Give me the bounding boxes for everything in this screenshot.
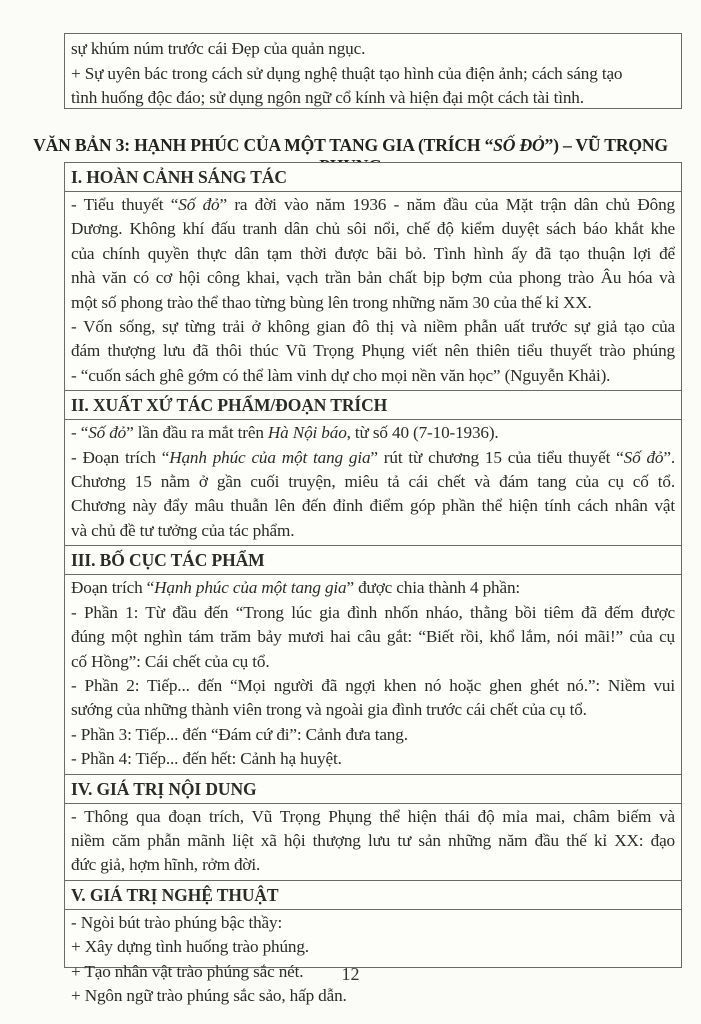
section-title: IV. GIÁ TRỊ NỘI DUNG (65, 775, 681, 804)
text-line (71, 576, 675, 600)
text-line (71, 193, 675, 217)
text-segment: - Phần 4: Tiếp... đến hết: Cảnh hạ huyệt. (71, 749, 342, 769)
heading-italic-title: SỐ ĐỎ (493, 135, 545, 155)
text-line (71, 601, 675, 625)
text-segment: + Xây dựng tình huống trào phúng. (71, 937, 309, 957)
text-line: tình huống độc đáo; sử dụng ngôn ngữ cổ kính và hiện đại một cách tài tình. (71, 88, 584, 108)
text-segment: ”. (663, 447, 675, 467)
text-segment: niềm căm phẫn mãnh liệt xã hội thượng lưu tư sản những năm đầu thế kỉ XX: đạo (71, 830, 675, 850)
page-number: 12 (341, 964, 360, 984)
heading-prefix: VĂN BẢN 3: HẠNH PHÚC CỦA MỘT TANG GIA (TRÍCH “ (33, 135, 494, 155)
text-line (71, 291, 675, 315)
text-segment: - Thông qua đoạn trích, Vũ Trọng Phụng thể hiện thái độ mỉa mai, châm biếm và (71, 806, 675, 826)
text-segment: ” rút từ chương 15 của tiểu thuyết “ (370, 447, 624, 467)
text-line: + Sự uyên bác trong cách sử dụng nghệ thuật tạo hình của điện ảnh; cách sáng tạo (71, 63, 623, 83)
text-segment: Dương. Không khí đấu tranh dân chủ sôi nổi, chế độ kiểm duyệt sách báo khắt khe (71, 219, 675, 239)
text-segment: - Phần 1: Từ đầu đến “Trong lúc gia đình nhốn nháo, thằng bồi tiêm đã đếm được (71, 602, 675, 622)
text-segment: và chủ đề tư tưởng của tác phẩm. (71, 520, 295, 540)
text-segment: ” ra đời vào năm 1936 - năm đầu của Mặt trận dân chủ Đông (219, 195, 675, 214)
text-line (71, 242, 675, 266)
section-body (65, 420, 681, 546)
italic-title: Hạnh phúc của một tang gia (154, 578, 347, 598)
text-line (71, 470, 675, 494)
text-segment: - Đoạn trích “ (71, 447, 170, 467)
text-segment: - Tiểu thuyết “ (71, 195, 179, 214)
section-body (65, 910, 681, 1011)
section-body (65, 575, 681, 774)
text-line (71, 984, 675, 1008)
section-body (65, 804, 681, 881)
text-line (71, 421, 675, 445)
text-segment: - Phần 3: Tiếp... đến “Đám cứ đi”: Cảnh đưa tang. (71, 724, 408, 744)
text-line: sự khúm núm trước cái Đẹp của quản ngục. (71, 39, 366, 58)
text-segment: Chương 15 nằm ở gần cuối truyện, miêu tả cái chết và đám tang của cụ cố tổ. (71, 472, 675, 492)
text-line (71, 217, 675, 241)
text-segment: ” được chia thành 4 phần: (346, 578, 521, 598)
text-line (71, 266, 675, 290)
text-line (71, 698, 675, 722)
text-segment: Chương này đẩy mâu thuẫn lên đến đỉnh điểm góp phần thể hiện tính cách nhân vật (71, 496, 675, 516)
text-segment: - Vốn sống, sự từng trải ở không gian đô thị và niềm phẫn uất trước sự giả tạo của (71, 317, 675, 337)
text-segment: nhà văn có cơ hội công khai, vạch trần bản chất bịp bợm của phong trào Âu hóa và (71, 268, 675, 288)
text-line (71, 805, 675, 829)
section-title: II. XUẤT XỨ TÁC PHẨM/ĐOẠN TRÍCH (65, 391, 681, 420)
text-segment: một số phong trào thể thao từng bùng lên trong những năm 30 của thế kỉ XX. (71, 292, 592, 312)
text-line (71, 339, 675, 363)
text-segment: + Ngôn ngữ trào phúng sắc sảo, hấp dẫn. (71, 985, 347, 1005)
text-line (71, 853, 675, 877)
text-segment: cố Hồng”: Cái chết của cụ tổ. (71, 651, 270, 671)
text-line (71, 674, 675, 698)
section-title: III. BỐ CỤC TÁC PHẨM (65, 546, 681, 575)
text-segment: - “cuốn sách ghê gớm có thể làm vinh dự cho mọi nền văn học” (Nguyễn Khải). (71, 365, 611, 385)
text-line (71, 723, 675, 747)
text-segment: , từ số 40 (7-10-1936). (346, 423, 499, 443)
text-line (71, 519, 675, 543)
heading-suffix: ”) – VŨ TRỌNG (544, 135, 668, 155)
italic-title: Số đỏ (178, 195, 220, 214)
text-segment: - “ (71, 423, 89, 443)
italic-title: Hạnh phúc của một tang gia (169, 447, 371, 467)
text-line (71, 446, 675, 470)
section-body (65, 192, 681, 391)
text-segment: đức giả, hợm hĩnh, rởm đời. (71, 855, 261, 875)
text-segment: đám thượng lưu đã thôi thúc Vũ Trọng Phụng viết nên thiên tiểu thuyết trào phúng (71, 341, 675, 361)
continued-text-box (64, 33, 682, 109)
italic-title: Hà Nội báo (267, 423, 347, 443)
text-line (71, 650, 675, 674)
text-line (71, 625, 675, 649)
section-title: V. GIÁ TRỊ NGHỆ THUẬT (65, 881, 681, 910)
text-segment: sướng của những thành viên trong và ngoài gia đình trước cái chết của cụ tổ. (71, 700, 587, 720)
text-segment: Đoạn trích “ (71, 578, 155, 598)
section-title: I. HOÀN CẢNH SÁNG TÁC (65, 163, 681, 192)
text-segment: ” lần đầu ra mắt trên (126, 423, 268, 443)
text-segment: đúng một nghìn tám trăm bảy mươi hai câu gắt: “Biết rồi, khổ lắm, nói mãi!” của cụ (71, 627, 675, 647)
text-line (71, 494, 675, 518)
text-line (71, 829, 675, 853)
text-segment: - Phần 2: Tiếp... đến “Mọi người đã ngợi khen nó hoặc ghen ghét nó.”: Niềm vui (71, 675, 675, 695)
italic-title: Số đỏ (88, 423, 127, 443)
text-line (71, 935, 675, 959)
text-segment: - Ngòi bút trào phúng bậc thầy: (71, 912, 283, 932)
italic-title: Số đỏ (623, 447, 664, 467)
text-line (71, 364, 675, 388)
text-segment: + Tạo nhân vật trào phúng sắc nét. (71, 961, 304, 981)
text-line (71, 747, 675, 771)
text-segment: của chính quyền thực dân tạm thời được bãi bỏ. Tình hình ấy đã tạo thuận lợi để (71, 243, 675, 263)
text-line (71, 911, 675, 935)
text-line (71, 315, 675, 339)
